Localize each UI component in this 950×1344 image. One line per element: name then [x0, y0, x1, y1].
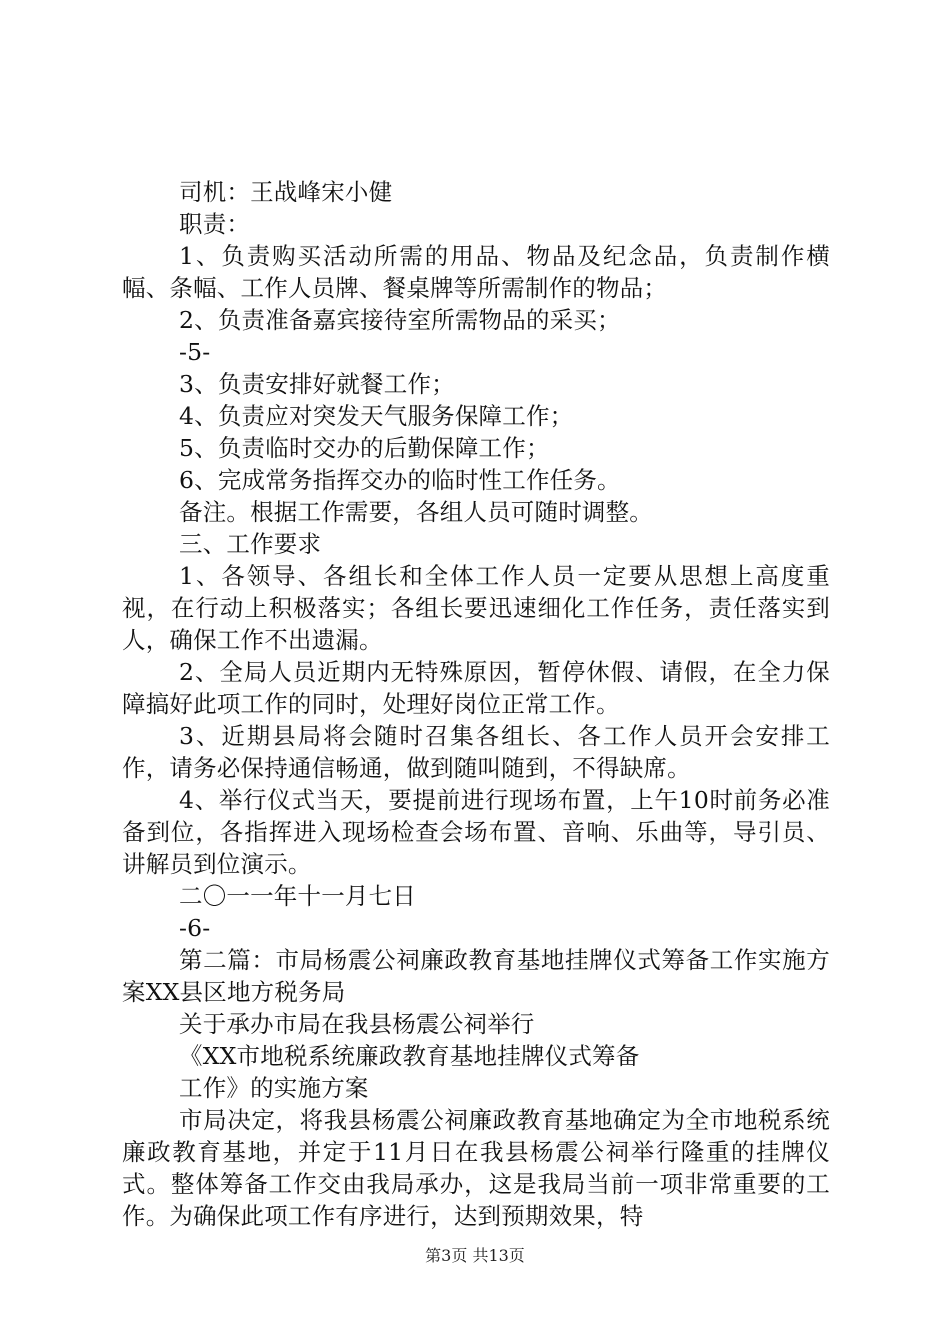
paragraph-chapter-two-title: 第二篇：市局杨震公祠廉政教育基地挂牌仪式筹备工作实施方案XX县区地方税务局	[122, 946, 830, 1006]
paragraph-requirement-1: 1、各领导、各组长和全体工作人员一定要从思想上高度重视，在行动上积极落实；各组长要迅速细化工作任务，责任落实到人，确保工作不出遗漏。	[122, 562, 830, 654]
page-number-footer: 第3页 共13页	[425, 1246, 525, 1265]
paragraph-requirement-2: 2、全局人员近期内无特殊原因，暂停休假、请假，在全力保障搞好此项工作的同时，处理好岗位正常工作。	[122, 658, 830, 718]
paragraph-duty-1: 1、负责购买活动所需的用品、物品及纪念品，负责制作横幅、条幅、工作人员牌、餐桌牌等所需制作的物品；	[122, 242, 830, 302]
paragraph-date: 二〇一一年十一月七日	[179, 882, 416, 910]
paragraph-duties-heading: 职责：	[179, 210, 251, 238]
paragraph-requirement-4: 4、举行仪式当天，要提前进行现场布置，上午10时前务必准备到位，各指挥进入现场检查会场布置、音响、乐曲等，导引员、讲解员到位演示。	[122, 786, 830, 878]
paragraph-plan-title-line-2: 《XX市地税系统廉政教育基地挂牌仪式筹备	[179, 1042, 640, 1070]
section-heading-requirements: 三、工作要求	[179, 530, 322, 558]
paragraph-plan-title-line-3: 工作》的实施方案	[179, 1074, 369, 1102]
paragraph-note: 备注。根据工作需要，各组人员可随时调整。	[179, 498, 653, 526]
paragraph-duty-3: 3、负责安排好就餐工作；	[179, 370, 455, 398]
paragraph-duty-6: 6、完成常务指挥交办的临时性工作任务。	[179, 466, 621, 494]
document-body	[122, 176, 830, 1232]
paragraph-plan-title-line-1: 关于承办市局在我县杨震公祠举行	[179, 1010, 535, 1038]
paragraph-page-marker-5: -5-	[179, 338, 211, 366]
paragraph-duty-5: 5、负责临时交办的后勤保障工作；	[179, 434, 550, 462]
paragraph-driver: 司机：王战峰宋小健	[179, 178, 393, 206]
paragraph-requirement-3: 3、近期县局将会随时召集各组长、各工作人员开会安排工作，请务必保持通信畅通，做到随叫随到，不得缺席。	[122, 722, 830, 782]
paragraph-plan-intro: 市局决定，将我县杨震公祠廉政教育基地确定为全市地税系统廉政教育基地，并定于11月日在我县杨震公祠举行隆重的挂牌仪式。整体筹备工作交由我局承办，这是我局当前一项非常重要的工作。为确保此项工作有序进行，达到预期效果，特	[122, 1106, 830, 1230]
paragraph-duty-4: 4、负责应对突发天气服务保障工作；	[179, 402, 574, 430]
paragraph-duty-2: 2、负责准备嘉宾接待室所需物品的采买；	[179, 306, 621, 334]
paragraph-page-marker-6: -6-	[179, 914, 211, 942]
